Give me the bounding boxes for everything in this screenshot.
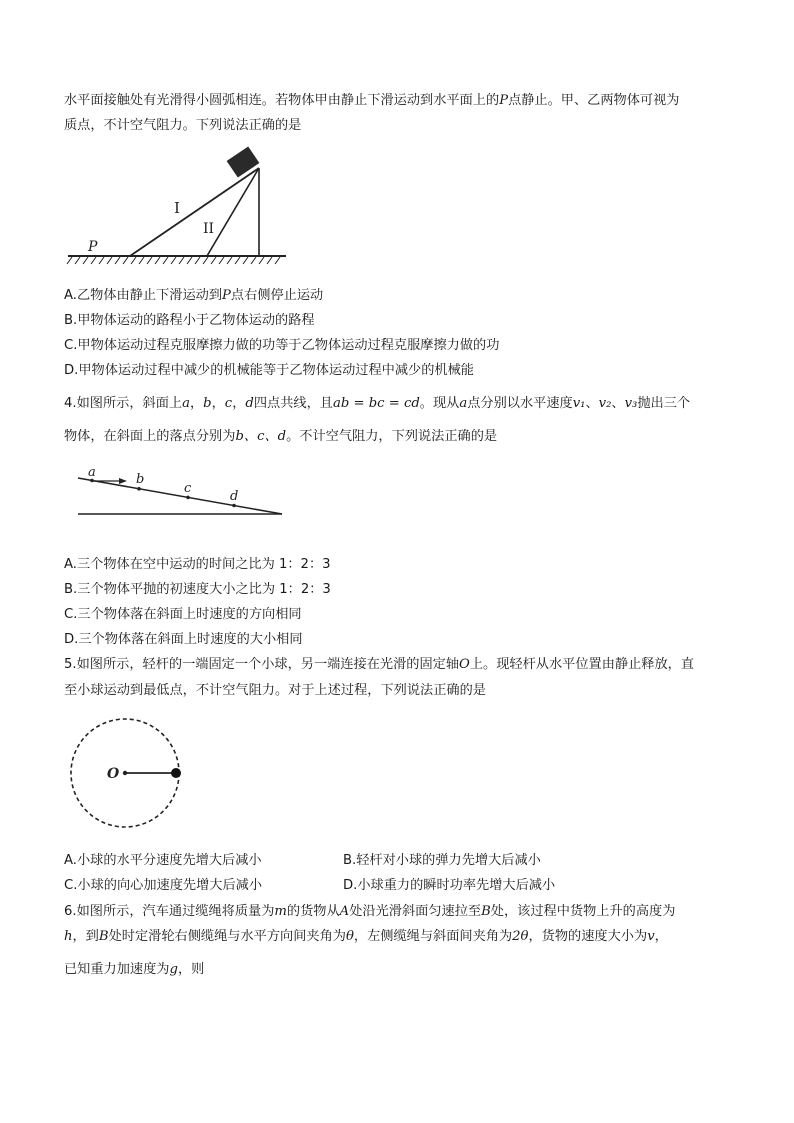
label-a: a xyxy=(88,465,96,480)
q6-stem-text: 6.如图所示，汽车通过缆绳将质量为 xyxy=(64,904,275,919)
q3-incline-figure xyxy=(64,140,289,275)
q4-stem-tail: 。不计空气阻力，下列说法正确的是 xyxy=(286,429,498,444)
q5-stem-line2: 至小球运动到最低点，不计空气阻力。对于上述过程，下列说法正确的是 xyxy=(64,683,486,698)
q4-slope-figure xyxy=(64,459,289,521)
q6-stem-text: 处，该过程中货物上升的高度为 xyxy=(490,904,676,919)
label-o: O xyxy=(107,766,120,782)
q6-stem-line2 xyxy=(64,927,668,947)
q4-v3: v₃ xyxy=(624,396,638,411)
q4-stem-line2 xyxy=(64,427,497,447)
q5-option-c: C.小球的向心加速度先增大后减小 xyxy=(64,878,263,893)
q5-option-a: A.小球的水平分速度先增大后减小 xyxy=(64,853,262,868)
q3-stem-line1 xyxy=(64,91,680,111)
q4-stem-text: 物体，在斜面上的落点分别为 xyxy=(64,429,236,444)
point-d xyxy=(232,504,236,508)
point-b xyxy=(137,487,141,491)
q6-stem-text: 处沿光滑斜面匀速拉至 xyxy=(349,904,482,919)
q4-var-a: a xyxy=(182,396,190,411)
small-ball xyxy=(171,768,181,778)
q6-stem-tail: ，则 xyxy=(177,962,205,977)
q6-var-g: g xyxy=(169,962,178,977)
q6-stem-text: 处时定滑轮右侧缆绳与水平方向间夹角为 xyxy=(108,929,346,944)
q4-stem-text: 。现从 xyxy=(419,396,460,411)
q6-stem-text: 的货物从 xyxy=(286,904,340,919)
q6-stem-text: 已知重力加速度为 xyxy=(64,962,170,977)
label-I: I xyxy=(174,199,180,217)
q4-sep: ， xyxy=(232,396,246,411)
q4-option-d: D.三个物体落在斜面上时速度的大小相同 xyxy=(64,632,303,647)
q4-v1: v₁ xyxy=(572,396,586,411)
q4-sep: ， xyxy=(189,396,204,411)
q4-option-b: B.三个物体平抛的初速度大小之比为 1：2：3 xyxy=(64,582,331,597)
point-c xyxy=(186,496,190,500)
q6-var-b: B xyxy=(98,929,109,944)
q4-sep: ， xyxy=(211,396,225,411)
q5-option-d: D.小球重力的瞬时功率先增大后减小 xyxy=(343,878,556,893)
q4-landing-points: b、c、d xyxy=(235,429,287,444)
incline-II xyxy=(207,168,259,256)
label-P: P xyxy=(88,239,98,255)
q3-option-a-var: P xyxy=(222,288,231,303)
q5-stem-line1 xyxy=(64,655,694,675)
q3-option-a-text: A.乙物体由静止下滑运动到 xyxy=(64,288,223,303)
q4-var-a: a xyxy=(459,396,468,411)
q5-option-b: B.轻杆对小球的弹力先增大后减小 xyxy=(343,853,541,868)
q6-stem-line3 xyxy=(64,960,204,980)
slope-line xyxy=(78,478,282,514)
q6-var-b: B xyxy=(481,904,491,919)
q4-var-b: b xyxy=(203,396,212,411)
q5-var-o: O xyxy=(459,657,470,672)
q6-var-2theta: 2θ xyxy=(512,929,529,944)
q6-stem-text: ，到 xyxy=(72,929,99,944)
label-c: c xyxy=(184,481,192,496)
q6-var-a: A xyxy=(339,904,350,919)
q3-stem-text: 水平面接触处有光滑得小圆弧相连。若物体甲由静止下滑运动到水平面上的 xyxy=(64,93,500,108)
pivot-o xyxy=(123,771,127,775)
q4-option-a: A.三个物体在空中运动的时间之比为 1：2：3 xyxy=(64,557,331,572)
q4-var-c: c xyxy=(224,396,233,411)
q4-sep: 、 xyxy=(585,396,599,411)
q3-stem-line2: 质点，不计空气阻力。下列说法正确的是 xyxy=(64,118,302,133)
q6-var-theta: θ xyxy=(345,929,354,944)
q4-v2: v₂ xyxy=(598,396,612,411)
q6-stem-text: ，货物的速度大小为 xyxy=(528,929,648,944)
q3-option-b: B.甲物体运动的路程小于乙物体运动的路程 xyxy=(64,313,315,328)
ground-hatching xyxy=(67,256,286,264)
q6-stem-text: ，左侧缆绳与斜面间夹角为 xyxy=(353,929,513,944)
q3-option-c: C.甲物体运动过程克服摩擦力做的功等于乙物体运动过程克服摩擦力做的功 xyxy=(64,338,500,353)
q6-stem-text: ， xyxy=(654,929,668,944)
q6-stem-line1 xyxy=(64,902,675,922)
q6-var-m: m xyxy=(274,904,287,919)
sliding-block xyxy=(227,146,260,177)
incline-I xyxy=(130,168,259,256)
q5-rod-figure xyxy=(64,714,194,838)
q4-stem-line1 xyxy=(64,394,690,414)
q4-stem-text: 4.如图所示，斜面上 xyxy=(64,396,183,411)
q4-equation: ab = bc = cd xyxy=(332,396,420,411)
q4-option-c: C.三个物体落在斜面上时速度的方向相同 xyxy=(64,607,302,622)
q3-var-p: P xyxy=(499,93,509,108)
q4-stem-text: 点分别以水平速度 xyxy=(467,396,573,411)
q5-stem-tail: 上。现轻杆从水平位置由静止释放，直 xyxy=(469,657,695,672)
q3-option-a xyxy=(64,286,323,306)
q5-stem-text: 5.如图所示，轻杆的一端固定一个小球，另一端连接在光滑的固定轴 xyxy=(64,657,460,672)
q4-stem-text: 四点共线，且 xyxy=(253,396,333,411)
q3-stem-tail: 点静止。甲、乙两物体可视为 xyxy=(508,93,680,108)
q4-var-d: d xyxy=(245,396,254,411)
label-II: II xyxy=(203,221,215,237)
q6-var-v: v xyxy=(647,929,655,944)
label-d: d xyxy=(230,489,239,504)
label-b: b xyxy=(136,472,145,487)
q3-option-d: D.甲物体运动过程中减少的机械能等于乙物体运动过程中减少的机械能 xyxy=(64,363,474,378)
arrow-head xyxy=(119,478,127,484)
q6-var-h: h xyxy=(64,929,73,944)
q4-sep: 、 xyxy=(611,396,625,411)
q4-stem-text: 抛出三个 xyxy=(637,396,691,411)
q3-option-a-tail: 点右侧停止运动 xyxy=(230,288,324,303)
